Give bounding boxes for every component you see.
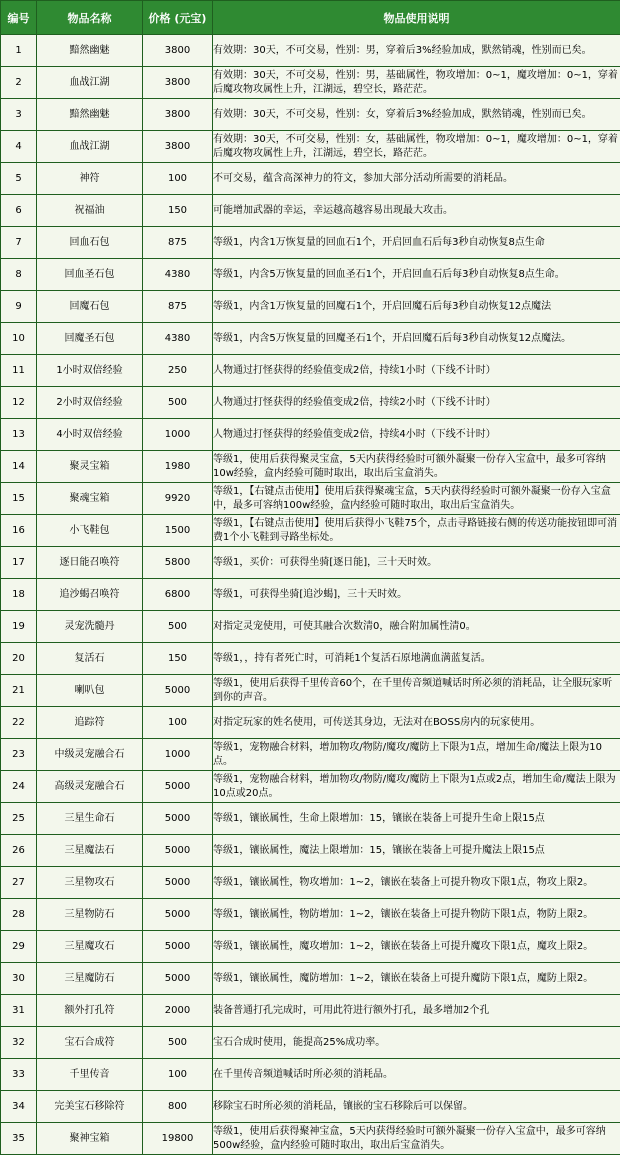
cell-name: 1小时双倍经验 xyxy=(37,355,143,387)
table-row xyxy=(1,195,620,227)
cell-desc: 等级1，使用后获得千里传音60个，在千里传音频道喊话时所必须的消耗品，让全服玩家听到你的声音。 xyxy=(213,675,620,707)
cell-name: 完美宝石移除符 xyxy=(37,1091,143,1123)
table-row xyxy=(1,67,620,99)
cell-price: 3800 xyxy=(143,67,213,99)
table-row xyxy=(1,867,620,899)
cell-desc: 宝石合成时使用，能提高25%成功率。 xyxy=(213,1027,620,1059)
cell-id: 12 xyxy=(1,387,37,419)
cell-id: 2 xyxy=(1,67,37,99)
cell-name: 聚神宝箱 xyxy=(37,1123,143,1155)
table-row xyxy=(1,643,620,675)
cell-name: 2小时双倍经验 xyxy=(37,387,143,419)
cell-desc: 移除宝石时所必须的消耗品，镶嵌的宝石移除后可以保留。 xyxy=(213,1091,620,1123)
cell-desc: 等级1，宠物融合材料，增加物攻/物防/魔攻/魔防上下限为1点或2点，增加生命/魔法上限为10点或20点。 xyxy=(213,771,620,803)
cell-desc: 等级1，【右键点击使用】使用后获得聚魂宝盒，5天内获得经验时可额外凝聚一份存入宝盒中，最多可容纳100w经验，盒内经验可随时取出，取出后宝盒消失。 xyxy=(213,483,620,515)
table-row xyxy=(1,803,620,835)
cell-desc: 等级1，【右键点击使用】使用后获得小飞鞋75个，点击寻路链接右侧的传送功能按钮即可消费1个小飞鞋到寻路坐标处。 xyxy=(213,515,620,547)
cell-price: 1500 xyxy=(143,515,213,547)
table-header xyxy=(1,1,620,35)
table-row xyxy=(1,1091,620,1123)
cell-price: 2000 xyxy=(143,995,213,1027)
cell-price: 4380 xyxy=(143,259,213,291)
cell-price: 5000 xyxy=(143,867,213,899)
cell-id: 13 xyxy=(1,419,37,451)
table-body xyxy=(1,35,620,1155)
cell-desc: 可能增加武器的幸运，幸运越高越容易出现最大攻击。 xyxy=(213,195,620,227)
cell-name: 喇叭包 xyxy=(37,675,143,707)
cell-id: 6 xyxy=(1,195,37,227)
cell-desc: 对指定玩家的姓名使用，可传送其身边，无法对在BOSS房内的玩家使用。 xyxy=(213,707,620,739)
cell-id: 19 xyxy=(1,611,37,643)
cell-name: 三星生命石 xyxy=(37,803,143,835)
cell-desc: 有效期：30天，不可交易，性别：女，基础属性，物攻增加：0~1，魔攻增加：0~1，穿着后魔攻物攻属性上升，江湖远，碧空长，路茫茫。 xyxy=(213,131,620,163)
cell-desc: 在千里传音频道喊话时所必须的消耗品。 xyxy=(213,1059,620,1091)
cell-name: 高级灵宠融合石 xyxy=(37,771,143,803)
cell-name: 追沙蝎召唤符 xyxy=(37,579,143,611)
cell-price: 875 xyxy=(143,291,213,323)
cell-desc: 等级1，内含5万恢复量的回血圣石1个，开启回血石后每3秒自动恢复8点生命。 xyxy=(213,259,620,291)
cell-id: 4 xyxy=(1,131,37,163)
cell-desc: 有效期：30天，不可交易，性别：女，穿着后3%经验加成，默然销魂，性别而已矣。 xyxy=(213,99,620,131)
cell-name: 额外打孔符 xyxy=(37,995,143,1027)
cell-id: 21 xyxy=(1,675,37,707)
cell-price: 5000 xyxy=(143,931,213,963)
cell-desc: 装备普通打孔完成时，可用此符进行额外打孔，最多增加2个孔 xyxy=(213,995,620,1027)
cell-name: 逐日能召唤符 xyxy=(37,547,143,579)
cell-name: 黯然幽魅 xyxy=(37,35,143,67)
cell-id: 31 xyxy=(1,995,37,1027)
table-row xyxy=(1,707,620,739)
table-row xyxy=(1,995,620,1027)
cell-id: 17 xyxy=(1,547,37,579)
cell-name: 灵宠洗髓丹 xyxy=(37,611,143,643)
cell-price: 1000 xyxy=(143,419,213,451)
cell-id: 18 xyxy=(1,579,37,611)
cell-id: 24 xyxy=(1,771,37,803)
cell-name: 血战江湖 xyxy=(37,131,143,163)
table-row xyxy=(1,931,620,963)
cell-price: 500 xyxy=(143,387,213,419)
table-row xyxy=(1,451,620,483)
cell-desc: 等级1，镶嵌属性，魔防增加：1~2，镶嵌在装备上可提升魔防下限1点，魔防上限2。 xyxy=(213,963,620,995)
table-row xyxy=(1,1027,620,1059)
cell-price: 100 xyxy=(143,163,213,195)
cell-name: 聚魂宝箱 xyxy=(37,483,143,515)
cell-desc: 有效期：30天，不可交易，性别：男，穿着后3%经验加成，默然销魂，性别而已矣。 xyxy=(213,35,620,67)
table-row xyxy=(1,1123,620,1155)
table-row xyxy=(1,387,620,419)
cell-desc: 等级1，镶嵌属性，生命上限增加：15，镶嵌在装备上可提升生命上限15点 xyxy=(213,803,620,835)
cell-id: 1 xyxy=(1,35,37,67)
header-price: 价格 (元宝) xyxy=(143,1,213,35)
cell-name: 黯然幽魅 xyxy=(37,99,143,131)
cell-id: 32 xyxy=(1,1027,37,1059)
cell-price: 1000 xyxy=(143,739,213,771)
cell-name: 复活石 xyxy=(37,643,143,675)
cell-name: 血战江湖 xyxy=(37,67,143,99)
cell-name: 祝福油 xyxy=(37,195,143,227)
cell-desc: 等级1，使用后获得聚灵宝盒，5天内获得经验时可额外凝聚一份存入宝盒中，最多可容纳10w经验，盒内经验可随时取出，取出后宝盒消失。 xyxy=(213,451,620,483)
cell-name: 4小时双倍经验 xyxy=(37,419,143,451)
cell-price: 6800 xyxy=(143,579,213,611)
cell-name: 追踪符 xyxy=(37,707,143,739)
table-row xyxy=(1,963,620,995)
cell-price: 3800 xyxy=(143,99,213,131)
cell-price: 100 xyxy=(143,1059,213,1091)
cell-desc: 等级1，，持有者死亡时，可消耗1个复活石原地满血满蓝复活。 xyxy=(213,643,620,675)
cell-id: 16 xyxy=(1,515,37,547)
table-row xyxy=(1,259,620,291)
table-row xyxy=(1,483,620,515)
table-row xyxy=(1,675,620,707)
header-id: 编号 xyxy=(1,1,37,35)
table-row xyxy=(1,771,620,803)
cell-price: 3800 xyxy=(143,35,213,67)
cell-id: 33 xyxy=(1,1059,37,1091)
cell-desc: 等级1，内含1万恢复量的回魔石1个，开启回魔石后每3秒自动恢复12点魔法 xyxy=(213,291,620,323)
cell-name: 回魔石包 xyxy=(37,291,143,323)
cell-id: 27 xyxy=(1,867,37,899)
table-row xyxy=(1,131,620,163)
cell-price: 19800 xyxy=(143,1123,213,1155)
cell-desc: 有效期：30天，不可交易，性别：男，基础属性，物攻增加：0~1，魔攻增加：0~1，穿着后魔攻物攻属性上升，江湖远，碧空长，路茫茫。 xyxy=(213,67,620,99)
cell-name: 神符 xyxy=(37,163,143,195)
table-row xyxy=(1,99,620,131)
table-row xyxy=(1,35,620,67)
table-row xyxy=(1,163,620,195)
cell-id: 3 xyxy=(1,99,37,131)
cell-desc: 不可交易，蕴含高深神力的符文，参加大部分活动所需要的消耗品。 xyxy=(213,163,620,195)
table-row xyxy=(1,739,620,771)
cell-price: 9920 xyxy=(143,483,213,515)
table-row xyxy=(1,355,620,387)
cell-id: 8 xyxy=(1,259,37,291)
cell-desc: 人物通过打怪获得的经验值变成2倍，持续4小时（下线不计时） xyxy=(213,419,620,451)
cell-desc: 等级1，使用后获得聚神宝盒，5天内获得经验时可额外凝聚一份存入宝盒中，最多可容纳500w经验，盒内经验可随时取出，取出后宝盒消失。 xyxy=(213,1123,620,1155)
cell-name: 中级灵宠融合石 xyxy=(37,739,143,771)
cell-name: 三星魔法石 xyxy=(37,835,143,867)
cell-id: 9 xyxy=(1,291,37,323)
cell-id: 14 xyxy=(1,451,37,483)
cell-name: 三星物攻石 xyxy=(37,867,143,899)
cell-price: 5000 xyxy=(143,835,213,867)
cell-desc: 等级1，内含1万恢复量的回血石1个，开启回血石后每3秒自动恢复8点生命 xyxy=(213,227,620,259)
cell-name: 回血圣石包 xyxy=(37,259,143,291)
cell-id: 30 xyxy=(1,963,37,995)
cell-price: 3800 xyxy=(143,131,213,163)
cell-name: 千里传音 xyxy=(37,1059,143,1091)
table-row xyxy=(1,291,620,323)
cell-id: 26 xyxy=(1,835,37,867)
table-row xyxy=(1,611,620,643)
cell-price: 800 xyxy=(143,1091,213,1123)
cell-name: 三星魔攻石 xyxy=(37,931,143,963)
cell-desc: 等级1，内含5万恢复量的回魔圣石1个，开启回魔石后每3秒自动恢复12点魔法。 xyxy=(213,323,620,355)
cell-id: 10 xyxy=(1,323,37,355)
cell-price: 150 xyxy=(143,195,213,227)
cell-desc: 人物通过打怪获得的经验值变成2倍，持续2小时（下线不计时） xyxy=(213,387,620,419)
cell-price: 500 xyxy=(143,1027,213,1059)
cell-name: 三星魔防石 xyxy=(37,963,143,995)
cell-name: 回魔圣石包 xyxy=(37,323,143,355)
table-row xyxy=(1,323,620,355)
cell-id: 23 xyxy=(1,739,37,771)
cell-id: 15 xyxy=(1,483,37,515)
cell-id: 11 xyxy=(1,355,37,387)
header-name: 物品名称 xyxy=(37,1,143,35)
cell-desc: 对指定灵宠使用，可使其融合次数清0，融合附加属性清0。 xyxy=(213,611,620,643)
cell-desc: 等级1，镶嵌属性，物防增加：1~2，镶嵌在装备上可提升物防下限1点，物防上限2。 xyxy=(213,899,620,931)
cell-desc: 等级1，镶嵌属性，魔法上限增加：15，镶嵌在装备上可提升魔法上限15点 xyxy=(213,835,620,867)
cell-id: 20 xyxy=(1,643,37,675)
table-row xyxy=(1,899,620,931)
cell-name: 三星物防石 xyxy=(37,899,143,931)
cell-id: 25 xyxy=(1,803,37,835)
cell-price: 250 xyxy=(143,355,213,387)
cell-name: 聚灵宝箱 xyxy=(37,451,143,483)
table-row xyxy=(1,227,620,259)
cell-desc: 等级1，镶嵌属性，魔攻增加：1~2，镶嵌在装备上可提升魔攻下限1点，魔攻上限2。 xyxy=(213,931,620,963)
cell-price: 5800 xyxy=(143,547,213,579)
table-row xyxy=(1,835,620,867)
cell-price: 4380 xyxy=(143,323,213,355)
cell-desc: 等级1，宠物融合材料，增加物攻/物防/魔攻/魔防上下限为1点，增加生命/魔法上限为10点。 xyxy=(213,739,620,771)
cell-id: 29 xyxy=(1,931,37,963)
cell-price: 500 xyxy=(143,611,213,643)
cell-desc: 人物通过打怪获得的经验值变成2倍，持续1小时（下线不计时） xyxy=(213,355,620,387)
table-row xyxy=(1,1059,620,1091)
cell-name: 宝石合成符 xyxy=(37,1027,143,1059)
cell-price: 100 xyxy=(143,707,213,739)
cell-price: 875 xyxy=(143,227,213,259)
cell-desc: 等级1，可获得坐骑[追沙蝎]，三十天时效。 xyxy=(213,579,620,611)
table-row xyxy=(1,579,620,611)
cell-price: 5000 xyxy=(143,771,213,803)
table-row xyxy=(1,419,620,451)
header-desc: 物品使用说明 xyxy=(213,1,620,35)
cell-desc: 等级1，镶嵌属性，物攻增加：1~2，镶嵌在装备上可提升物攻下限1点，物攻上限2。 xyxy=(213,867,620,899)
cell-name: 小飞鞋包 xyxy=(37,515,143,547)
cell-name: 回血石包 xyxy=(37,227,143,259)
cell-price: 5000 xyxy=(143,803,213,835)
table-row xyxy=(1,515,620,547)
cell-id: 22 xyxy=(1,707,37,739)
cell-price: 150 xyxy=(143,643,213,675)
cell-desc: 等级1，买价：可获得坐骑[逐日能]，三十天时效。 xyxy=(213,547,620,579)
cell-price: 5000 xyxy=(143,675,213,707)
cell-id: 35 xyxy=(1,1123,37,1155)
cell-id: 34 xyxy=(1,1091,37,1123)
cell-id: 7 xyxy=(1,227,37,259)
cell-id: 28 xyxy=(1,899,37,931)
cell-price: 5000 xyxy=(143,963,213,995)
cell-price: 5000 xyxy=(143,899,213,931)
cell-price: 1980 xyxy=(143,451,213,483)
cell-id: 5 xyxy=(1,163,37,195)
table-row xyxy=(1,547,620,579)
